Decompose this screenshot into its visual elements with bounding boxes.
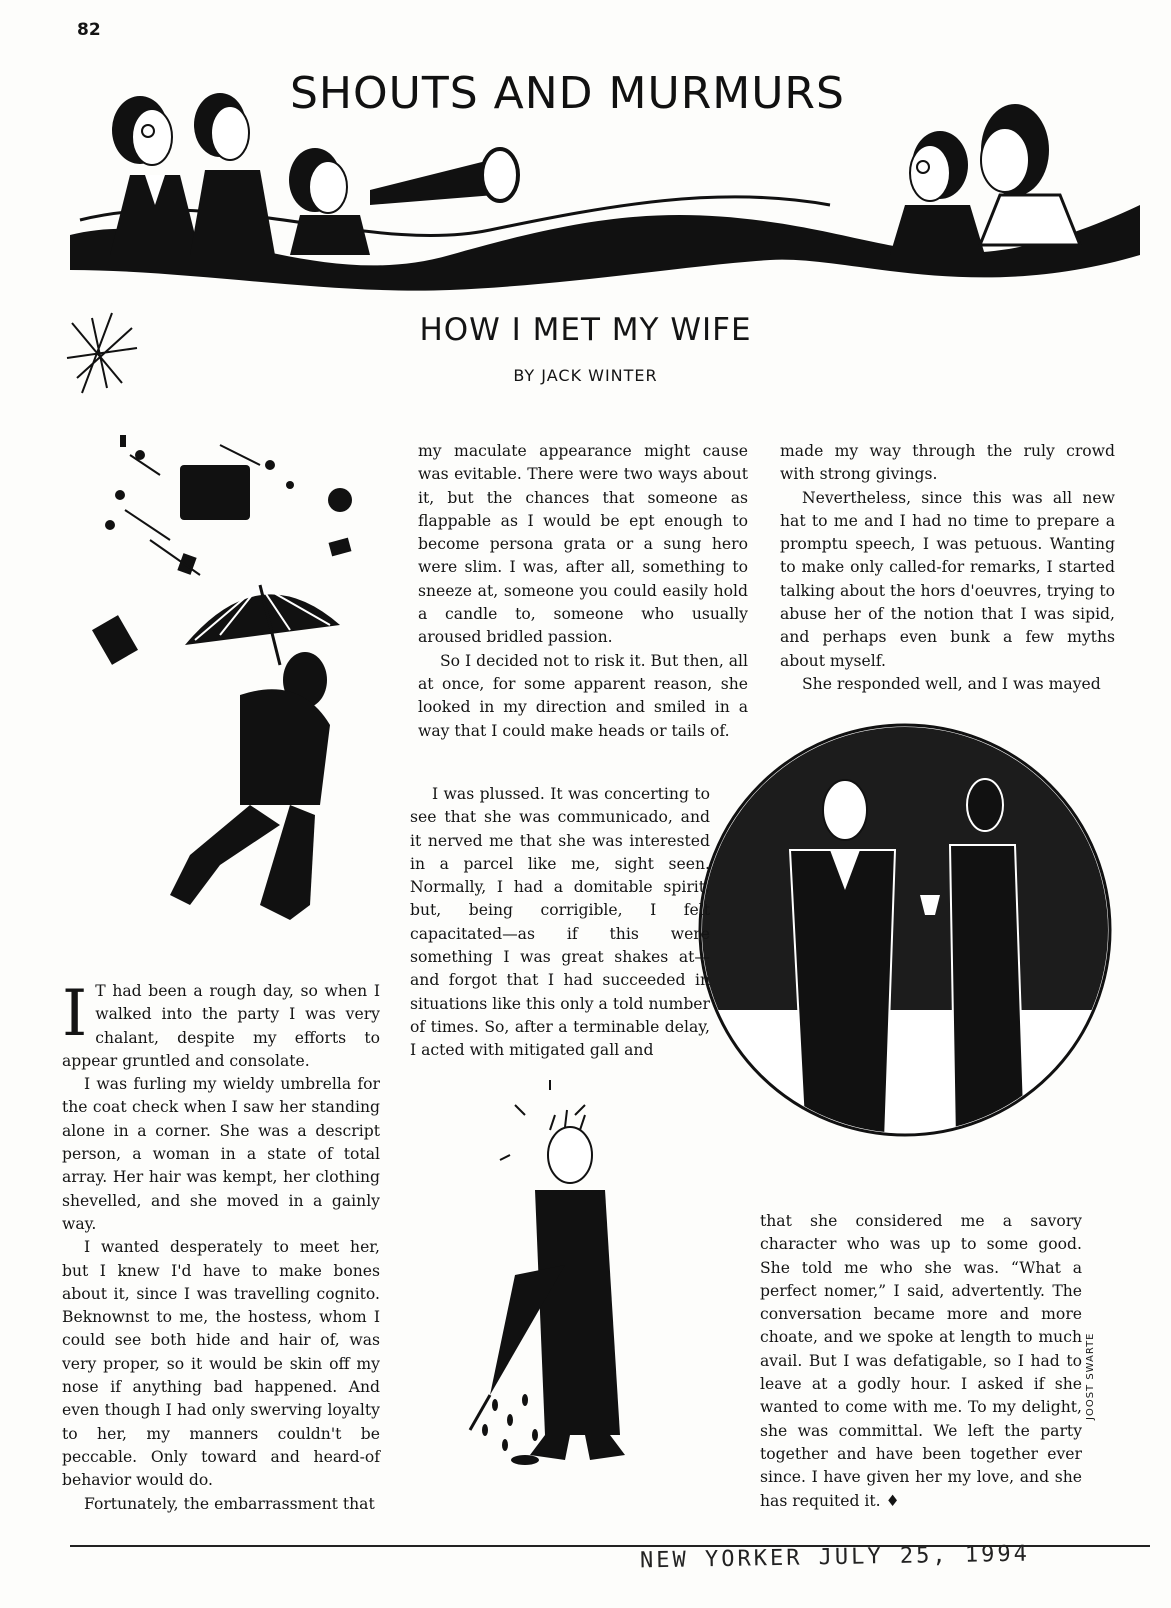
column-1 xyxy=(62,977,380,1516)
paragraph-2: I was furling my wieldy umbrella for the coat check when I saw her standing alone in a corner. She was a descript person, a woman in a state of total array. Her hair was kempt, her clothing shevelled, and she moved in a gainly way. xyxy=(62,1075,380,1233)
paragraph-8: made my way through the ruly crowd with strong givings. xyxy=(780,442,1115,484)
paragraph-9: Nevertheless, since this was all new hat to me and I had no time to prepare a promptu speech, I was petuous. Wanting to make only called-for remarks, I started talking about the hors d'oeuvres, trying to abuse her of the notion that I was sipid, and perhaps even bunk a few myths about myself. xyxy=(780,488,1115,670)
umbrella-man-illustration xyxy=(90,425,380,945)
drop-cap: I xyxy=(62,977,88,1051)
column-2-top xyxy=(418,440,748,743)
paragraph-7: I was plussed. It was concerting to see that she was communicado, and it nerved me that she was interested in a parcel like me, sight seen. Normally, I had a domitable spirit, but, being corrigible, I felt capacitated—as if this were something I was great shakes at—and forgot that I had succeeded in situations like this only a told number of times. So, after a terminable delay, I acted with mitigated gall and xyxy=(410,785,710,1060)
illustration-credit: JOOST SWARTE xyxy=(1085,1332,1096,1420)
paragraph-1: I T had been a rough day, so when I walked into the party I was very chalant, despite my efforts to appear gruntled and consolate. xyxy=(62,977,380,1070)
article-byline: BY JACK WINTER xyxy=(513,366,658,385)
section-title: SHOUTS AND MURMURS xyxy=(290,68,845,119)
column-3-top xyxy=(780,440,1115,696)
paragraph-4: Fortunately, the embarrassment that xyxy=(84,1494,375,1513)
raindrops-icon xyxy=(482,1394,539,1465)
paragraph-11: that she considered me a savory character who was up to some good. She told me who she was. “What a perfect nomer,” I said, advertently. The conversation became more and more choate, and we spoke at length to much avail. But I was defatigable, so I had to leave at a godly hour. I asked if she wanted to come with me. To my delight, she was committal. We left the party together and have been together ever since. I have given her my love, and she has requited it. ♦ xyxy=(760,1212,1082,1510)
column-2-bottom xyxy=(410,783,710,1063)
wet-man-illustration xyxy=(455,1075,660,1470)
couple-circle-illustration xyxy=(695,720,1115,1140)
couple-right-icon xyxy=(890,104,1080,255)
page-number: 82 xyxy=(77,20,101,40)
paragraph-6: So I decided not to risk it. But then, all at once, for some apparent reason, she looked in my direction and smiled in a way that I could make heads or tails of. xyxy=(418,651,748,740)
paragraph-3: I wanted desperately to meet her, but I knew I'd have to make bones about it, since I was travelling cognito. Beknownst to me, the hostess, whom I could see both hide and hair of, was very proper, so it would be skin off my nose if anything bad happened. And even though I had only swerving loyalty to her, my manners couldn't be peccable. Only toward and heard-of behavior would do. xyxy=(62,1238,380,1490)
man-center-icon xyxy=(190,93,275,255)
paragraph-5: my maculate appearance might cause was evitable. There were two ways about it, but the chances that someone as flappable as I would be ept enough to become persona grata or a sung hero were slim. I was, after all, something to sneeze at, someone you could easily hold a candle to, someone who usually aroused bridled passion. xyxy=(418,442,748,647)
column-3-bottom xyxy=(760,1210,1082,1513)
man-left-icon xyxy=(110,96,200,255)
handwritten-note: NEW YORKER JULY 25, 1994 xyxy=(639,1541,1031,1574)
paragraph-10: She responded well, and I was mayed xyxy=(802,674,1101,693)
umbrella-icon xyxy=(185,585,340,665)
running-man-icon xyxy=(170,652,330,920)
woman-megaphone-icon xyxy=(289,148,518,255)
article-title: HOW I MET MY WIFE xyxy=(419,312,752,348)
